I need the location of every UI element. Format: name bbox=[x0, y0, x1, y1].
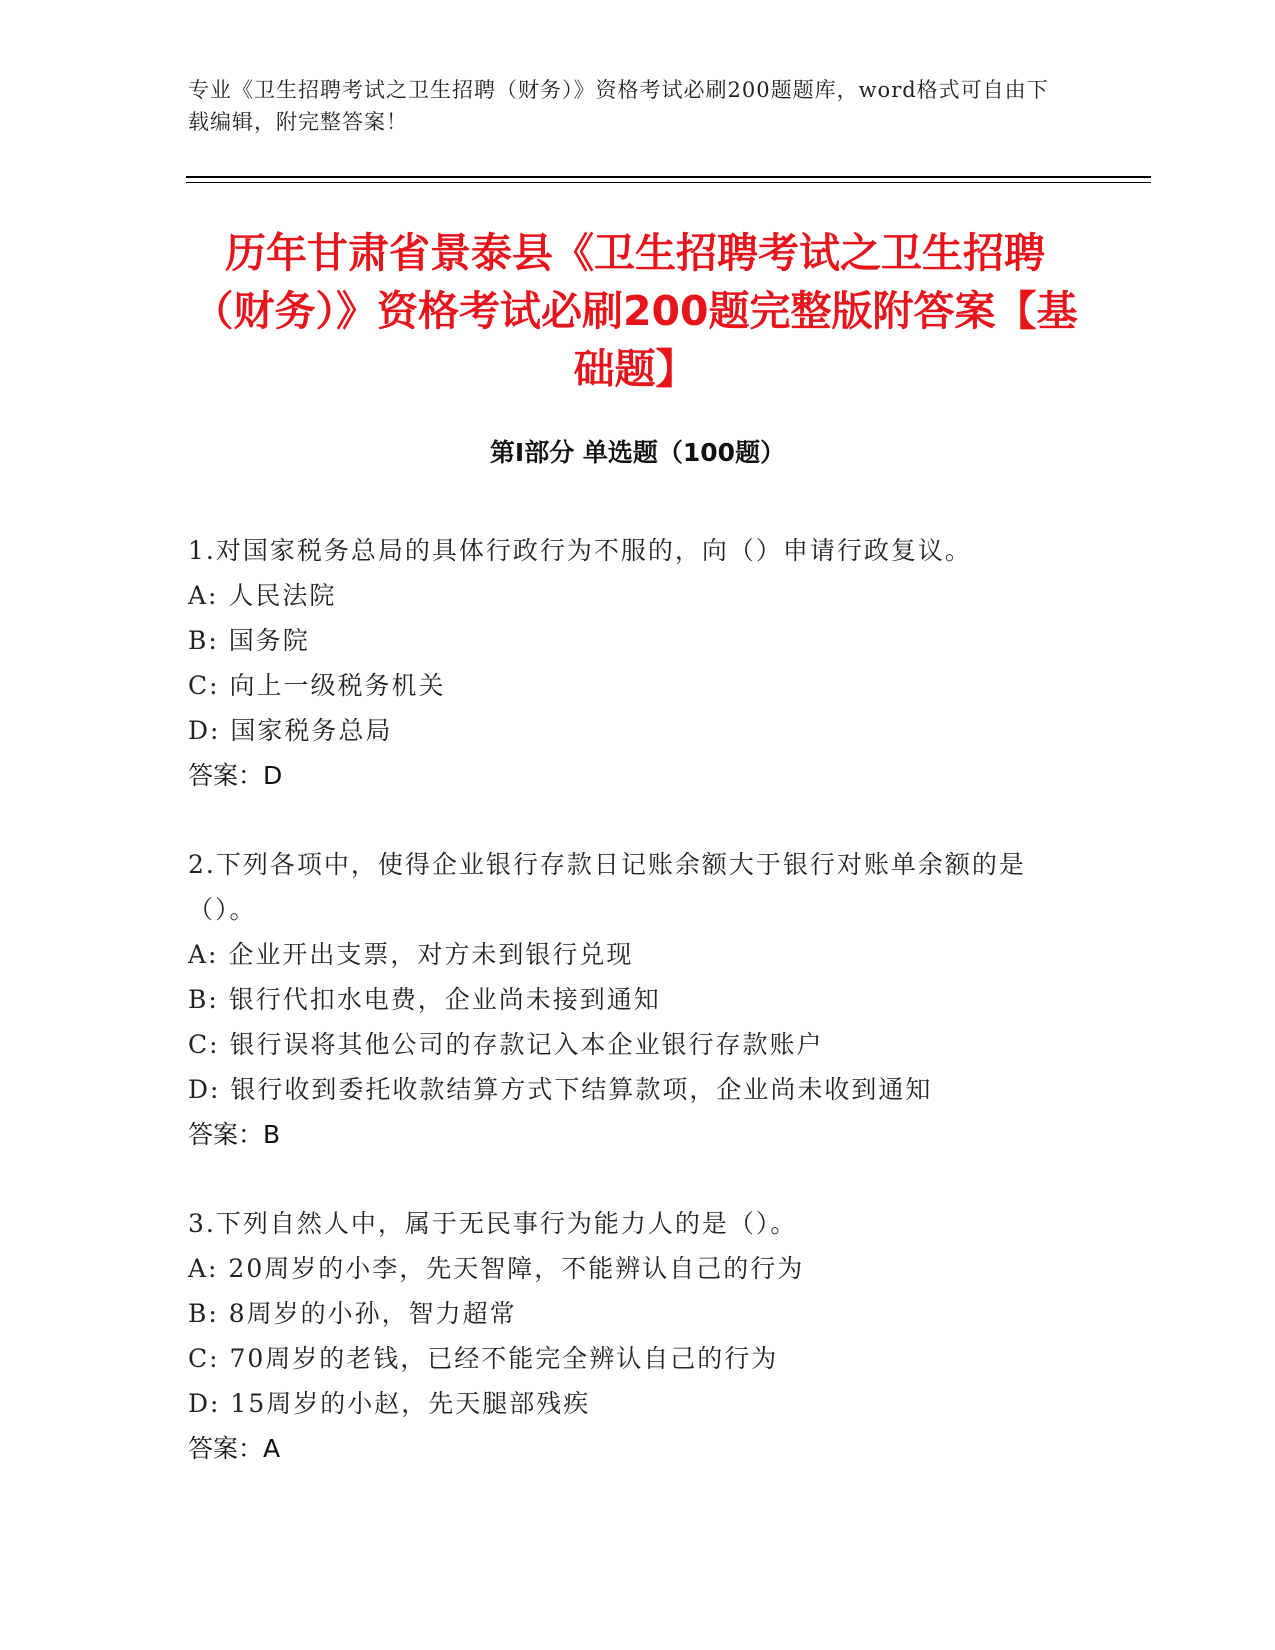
question-stem: 1.对国家税务总局的具体行政行为不服的，向（）申请行政复议。 bbox=[188, 536, 972, 565]
question-list bbox=[188, 528, 1068, 1515]
option-c: C: 70周岁的老钱，已经不能完全辨认自己的行为 bbox=[188, 1344, 779, 1373]
option-d: D: 国家税务总局 bbox=[188, 716, 393, 745]
option-a: A: 人民法院 bbox=[188, 581, 337, 610]
question-item bbox=[188, 842, 1068, 1157]
header-note: 专业《卫生招聘考试之卫生招聘（财务）》资格考试必刷200题题库，word格式可自由下载编辑，附完整答案！ bbox=[188, 78, 1049, 134]
option-a: A: 企业开出支票，对方未到银行兑现 bbox=[188, 940, 634, 969]
answer-line: 答案：B bbox=[188, 1120, 281, 1149]
question-item bbox=[188, 528, 1068, 798]
option-b: B: 国务院 bbox=[188, 626, 310, 655]
answer-line: 答案：A bbox=[188, 1434, 281, 1463]
header-divider-thin bbox=[186, 182, 1151, 183]
option-a: A: 20周岁的小李，先天智障，不能辨认自己的行为 bbox=[188, 1254, 805, 1283]
option-c: C: 向上一级税务机关 bbox=[188, 671, 446, 700]
header-divider-thick bbox=[186, 176, 1151, 178]
option-b: B: 银行代扣水电费，企业尚未接到通知 bbox=[188, 985, 661, 1014]
answer-line: 答案：D bbox=[188, 761, 283, 790]
option-b: B: 8周岁的小孙，智力超常 bbox=[188, 1299, 517, 1328]
question-stem: 3.下列自然人中，属于无民事行为能力人的是（）。 bbox=[188, 1209, 798, 1238]
option-d: D: 15周岁的小赵，先天腿部残疾 bbox=[188, 1389, 591, 1418]
option-d: D: 银行收到委托收款结算方式下结算款项，企业尚未收到通知 bbox=[188, 1075, 933, 1104]
section-heading: 第I部分 单选题（100题） bbox=[489, 438, 786, 467]
option-c: C: 银行误将其他公司的存款记入本企业银行存款账户 bbox=[188, 1030, 824, 1059]
question-item bbox=[188, 1201, 1068, 1471]
document-title: 历年甘肃省景泰县《卫生招聘考试之卫生招聘（财务）》资格考试必刷200题完整版附答案【基础题】 bbox=[192, 229, 1078, 393]
question-stem: 2.下列各项中，使得企业银行存款日记账余额大于银行对账单余额的是（）。 bbox=[188, 850, 1026, 924]
